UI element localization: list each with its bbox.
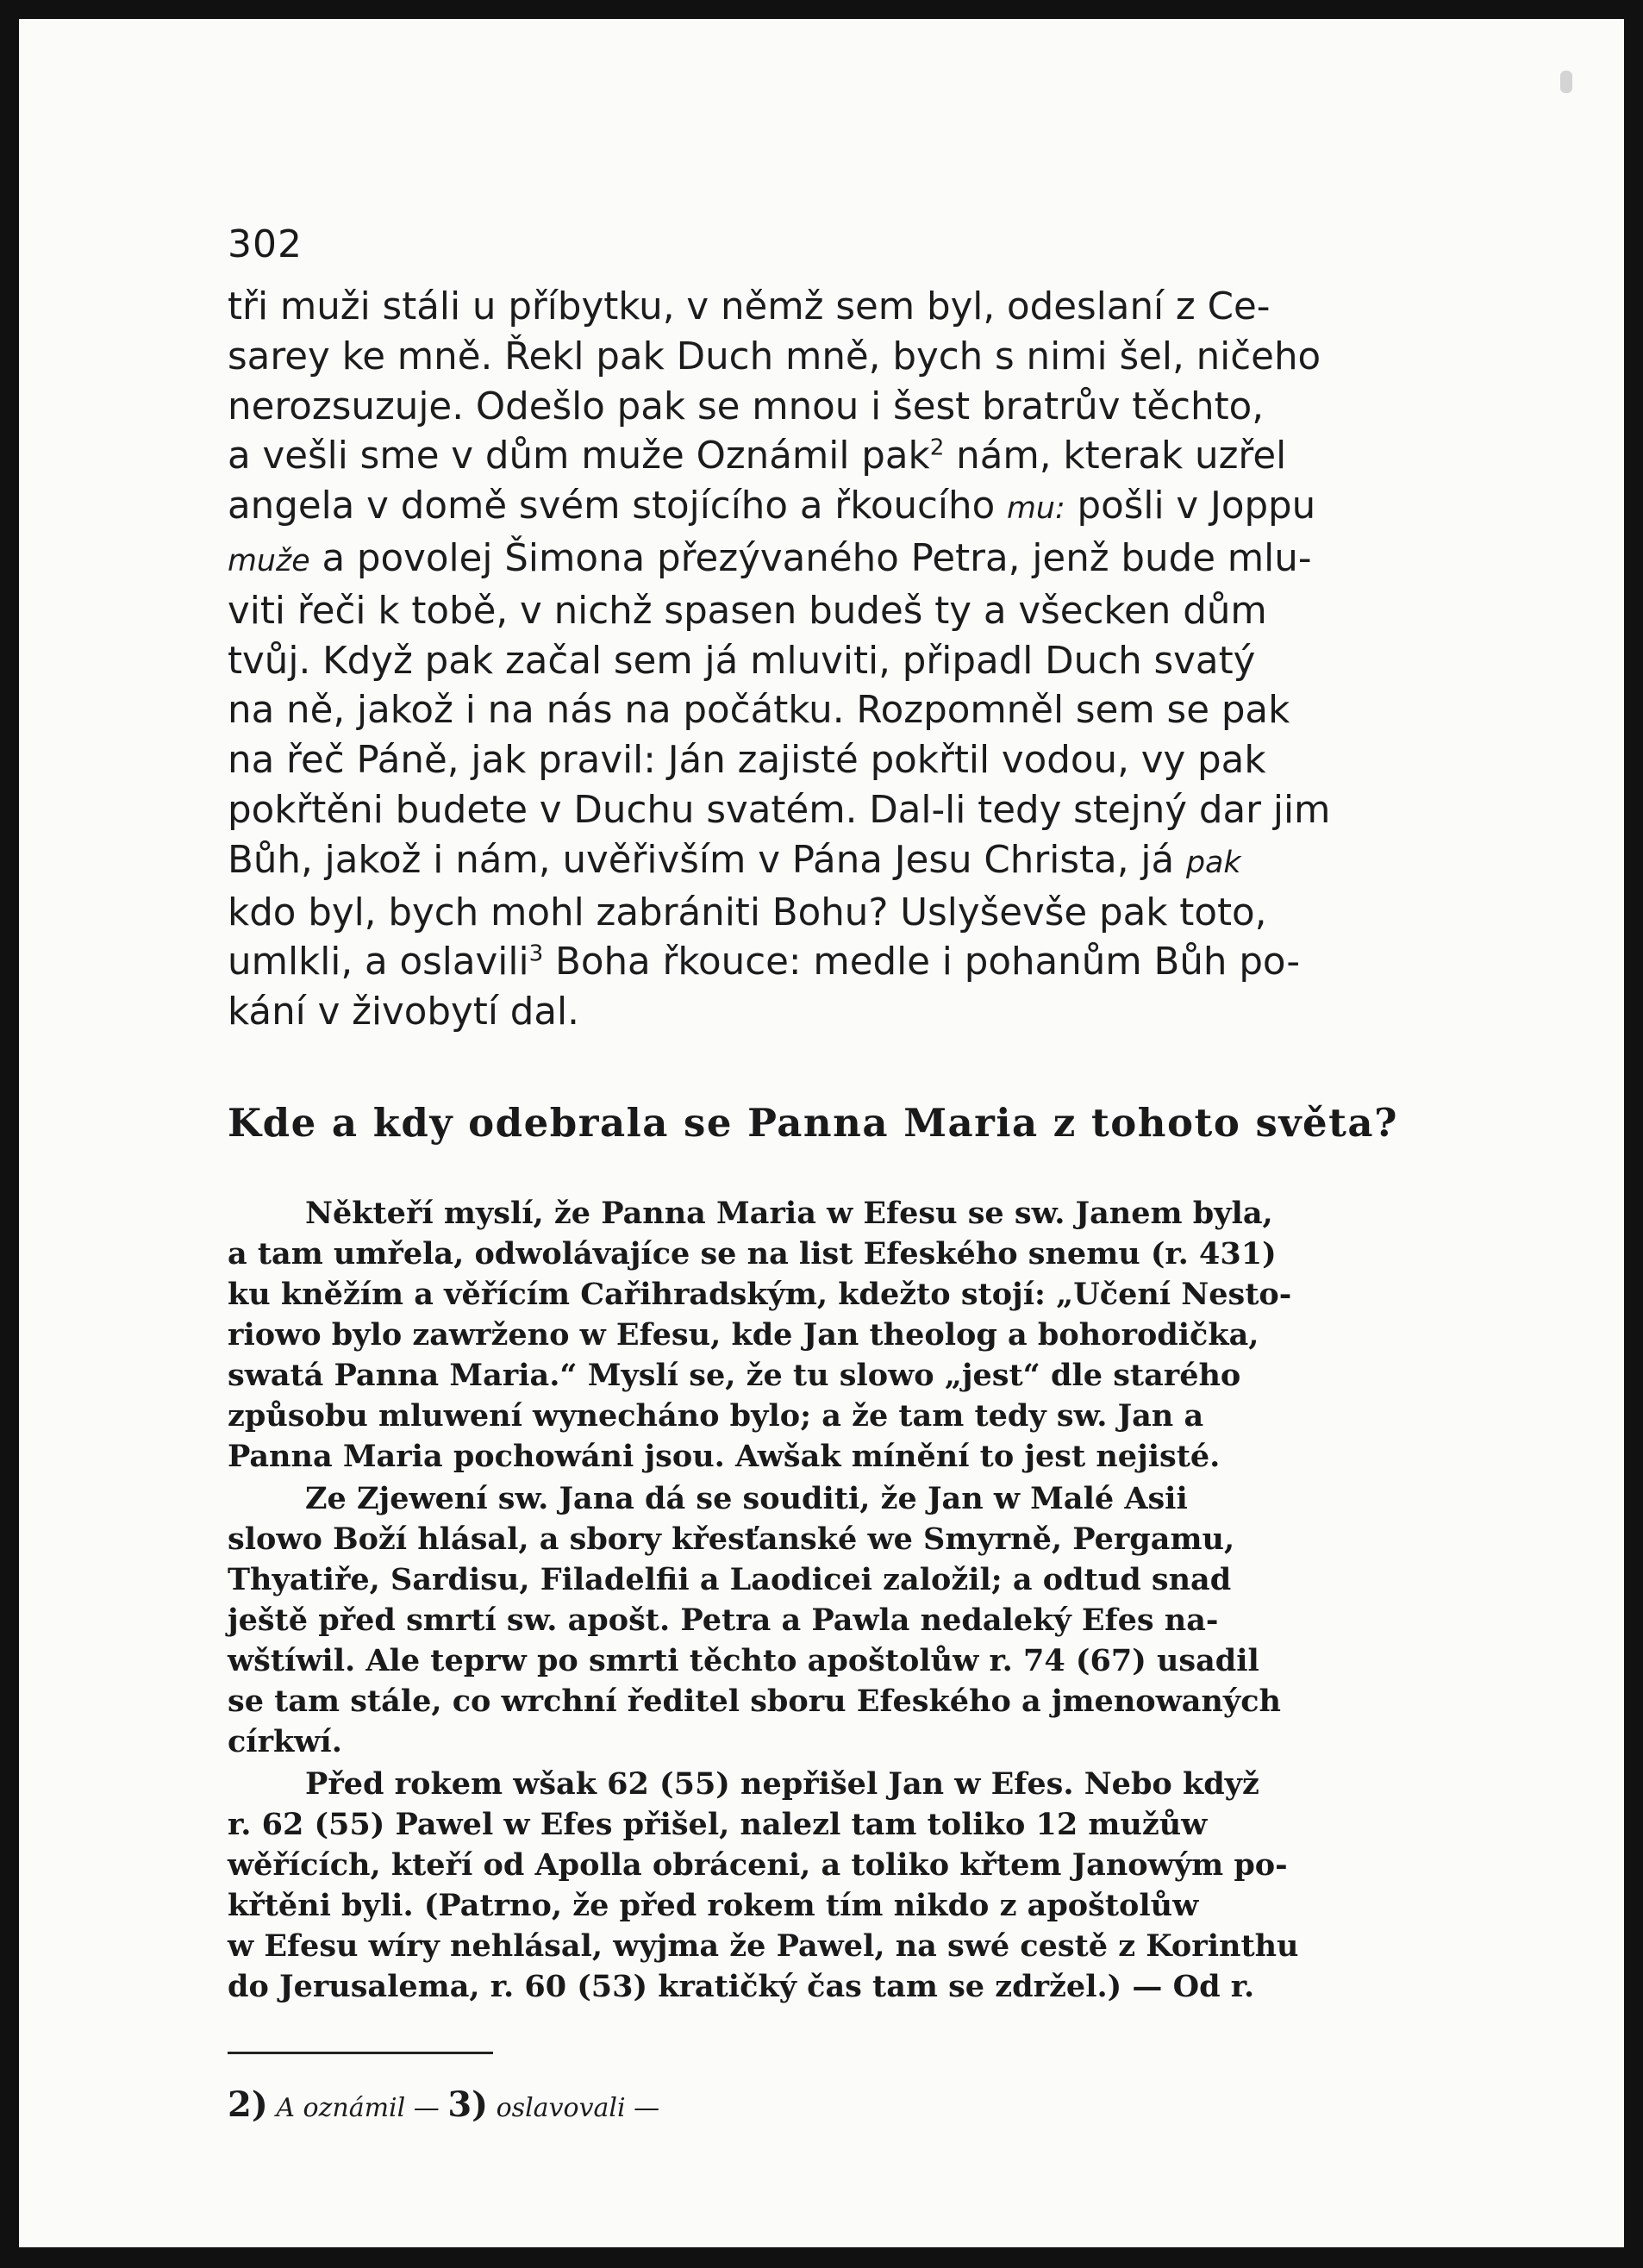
text-line: angela v domě svém stojícího a řkoucího mu: pošli v Joppu [228,484,1316,528]
text-line: ještě před smrtí sw. apošt. Petra a Pawla nedaleký Efes na- [228,1603,1219,1638]
text-line: w Efesu wíry nehlásal, wyjma že Pawel, na swé cestě z Korinthu [228,1928,1299,1964]
text-line: kdo byl, bych mohl zabrániti Bohu? Uslyševše pak toto, [228,890,1267,934]
text-line: církwí. [228,1724,342,1759]
text-line: sarey ke mně. Řekl pak Duch mně, bych s nimi šel, ničeho [228,334,1321,378]
footnote-number: 2) [228,2084,268,2125]
footnote-number: 3) [447,2084,489,2125]
text-line: muže a povolej Šimona přezývaného Petra, jenž bude mlu- [228,536,1312,580]
footnote-ref: 2 [929,434,945,461]
text-line: Někteří myslí, že Panna Maria w Efesu se sw. Janem byla, [305,1196,1273,1231]
text-line: na řeč Páně, jak pravil: Ján zajisté pokřtil vodou, vy pak [228,739,1266,783]
fraktur-paragraph-2 [228,1478,1456,1762]
italic-word: mu: [1007,491,1065,527]
footnote-text: oslavovali — [496,2093,660,2123]
book-page [19,19,1624,2247]
text-line: wštíwil. Ale teprw po smrti těchto apoštolůw r. 74 (67) usadil [228,1643,1259,1678]
page-smudge [1560,71,1572,93]
text-line: a tam umřela, odwolávajíce se na list Efeského snemu (r. 431) [228,1236,1277,1271]
text-line: nerozsuzuje. Odešlo pak se mnou i šest bratrův těchto, [228,384,1265,428]
text-line: r. 62 (55) Pawel w Efes přišel, nalezl tam toliko 12 mužůw [228,1807,1208,1842]
text-line: Panna Maria pochowáni jsou. Awšak mínění to jest nejisté. [228,1439,1221,1474]
fraktur-paragraph-1 [228,1193,1456,1477]
footnote-text: A oznámil — [276,2093,440,2123]
text-line: wěřících, kteří od Apolla obráceni, a toliko křtem Janowým po- [228,1847,1288,1883]
text-line: do Jerusalema, r. 60 (53) kratičký čas tam se zdržel.) — Od r. [228,1969,1255,2004]
text-line: způsobu mluwení wynecháno bylo; a že tam tedy sw. Jan a [228,1398,1204,1434]
text-line: umlkli, a oslavili$^3$ Boha řkouce: medle i pohanům Bůh po- [228,940,1301,984]
text-line: Bůh, jakož i nám, uvěřivším v Pána Jesu Christa, já pak [228,838,1241,882]
text-line: riowo bylo zawrženo w Efesu, kde Jan theolog a bohorodička, [228,1317,1259,1353]
text-line: tři muži stáli u příbytku, v němž sem byl, odeslaní z Ce- [228,285,1271,328]
italic-word: pak [1185,845,1241,880]
page-number: 302 [228,222,303,266]
text-line: Ze Zjewení sw. Jana dá se souditi, že Jan w Malé Asii [305,1481,1188,1516]
text-line: ku kněžím a věřícím Cařihradským, kdežto stojí: „Učení Nesto- [228,1277,1292,1312]
text-line: kání v živobytí dal. [228,990,579,1034]
text-line: Thyatiře, Sardisu, Filadelfii a Laodicei založil; a odtud snad [228,1562,1232,1597]
roman-paragraph [228,283,1456,1038]
italic-word: muže [228,543,310,578]
text-line: slowo Boží hlásal, a sbory křesťanské we Smyrně, Pergamu, [228,1521,1235,1557]
section-heading: Kde a kdy odebrala se Panna Maria z tohoto světa? [228,1100,1398,1146]
text-line: se tam stále, co wrchní ředitel sboru Efeského a jmenowaných [228,1684,1281,1719]
footnote-ref: 3 [528,940,544,967]
text-line: swatá Panna Maria.“ Myslí se, že tu slowo „jest“ dle starého [228,1358,1241,1393]
text-line: a vešli sme v dům muže Oznámil pak$^2$ nám, kterak uzřel [228,434,1287,478]
fraktur-paragraph-3 [228,1764,1456,2007]
text-line: viti řeči k tobě, v nichž spasen budeš ty a všecken dům [228,589,1267,633]
text-line: tvůj. Když pak začal sem já mluviti, připadl Duch svatý [228,639,1256,683]
text-line: křtěni byli. (Patrno, že před rokem tím nikdo z apoštolůw [228,1888,1199,1923]
text-line: pokřtěni budete v Duchu svatém. Dal-li tedy stejný dar jim [228,788,1331,832]
footnotes [228,2084,659,2125]
text-line: Před rokem wšak 62 (55) nepřišel Jan w Efes. Nebo když [305,1766,1259,1802]
footnote-rule [228,2052,493,2054]
text-line: na ně, jakož i na nás na počátku. Rozpomněl sem se pak [228,689,1290,733]
